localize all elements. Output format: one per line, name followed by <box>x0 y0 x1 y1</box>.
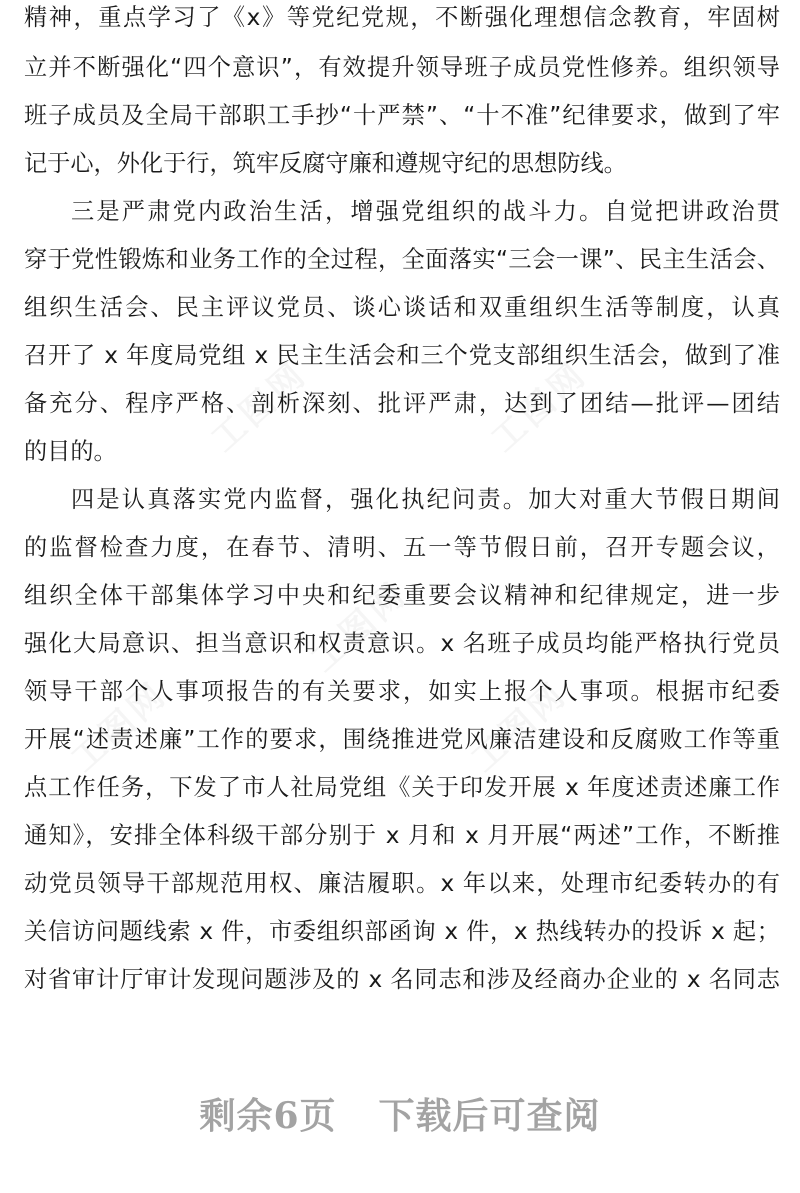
paragraph-start-line: 三是严肃党内政治生活，增强党组织的战斗力。自觉把讲政治贯 <box>71 198 780 225</box>
text-line: 开展“述责述廉”工作的要求，围绕推进党风廉洁建设和反腐败工作等重 <box>24 726 780 753</box>
remaining-pages-label: 剩余6页 <box>199 1095 337 1137</box>
paragraph-start-line: 四是认真落实党内监督，强化执纪问责。加大对重大节假日期间 <box>71 486 780 513</box>
text-line: 班子成员及全局干部职工手抄“十严禁”、“十不准”纪律要求，做到了牢 <box>24 102 780 129</box>
text-line: 动党员领导干部规范用权、廉洁履职。x 年以来，处理市纪委转办的有 <box>24 870 780 897</box>
watermark: 工图网 <box>463 674 576 781</box>
text-line: 精神，重点学习了《x》等党纪党规，不断强化理想信念教育，牢固树 <box>24 4 780 31</box>
text-line: 组织全体干部集体学习中央和纪委重要会议精神和纪律规定，进一步 <box>24 582 780 609</box>
text-line: 备充分、程序严格、剖析深刻、批评严肃，达到了团结—批评—团结 <box>24 390 780 417</box>
watermark: 工图网 <box>483 354 596 461</box>
text-line: 的目的。 <box>24 438 117 465</box>
text-line: 组织生活会、民主评议党员、谈心谈话和双重组织生活等制度，认真 <box>24 294 780 321</box>
download-notice[interactable] <box>0 1088 800 1139</box>
document-body <box>24 0 780 1004</box>
text-line: 点工作任务，下发了市人社局党组《关于印发开展 x 年度述责述廉工作 <box>24 774 780 801</box>
watermark: 工图网 <box>203 354 316 461</box>
download-prompt-label: 下载后可查阅 <box>378 1095 601 1137</box>
text-line: 强化大局意识、担当意识和权责意识。x 名班子成员均能严格执行党员 <box>24 630 780 657</box>
watermark: 工图网 <box>63 674 176 781</box>
watermark: 工图网 <box>303 574 416 681</box>
text-line: 立并不断强化“四个意识”，有效提升领导班子成员党性修养。组织领导 <box>24 54 780 81</box>
text-line: 的监督检查力度，在春节、清明、五一等节假日前，召开专题会议， <box>24 534 780 561</box>
text-line: 通知》，安排全体科级干部分别于 x 月和 x 月开展“两述”工作，不断推 <box>24 822 780 849</box>
text-line: 记于心，外化于行，筑牢反腐守廉和遵规守纪的思想防线。 <box>24 150 627 177</box>
text-line: 对省审计厅审计发现问题涉及的 x 名同志和涉及经商办企业的 x 名同志 <box>24 966 780 993</box>
text-line: 领导干部个人事项报告的有关要求，如实上报个人事项。根据市纪委 <box>24 678 780 705</box>
text-line: 召开了 x 年度局党组 x 民主生活会和三个党支部组织生活会，做到了准 <box>24 342 780 369</box>
text-line: 穿于党性锻炼和业务工作的全过程，全面落实“三会一课”、民主生活会、 <box>24 246 780 273</box>
text-line: 关信访问题线索 x 件，市委组织部函询 x 件，x 热线转办的投诉 x 起； <box>24 918 780 945</box>
